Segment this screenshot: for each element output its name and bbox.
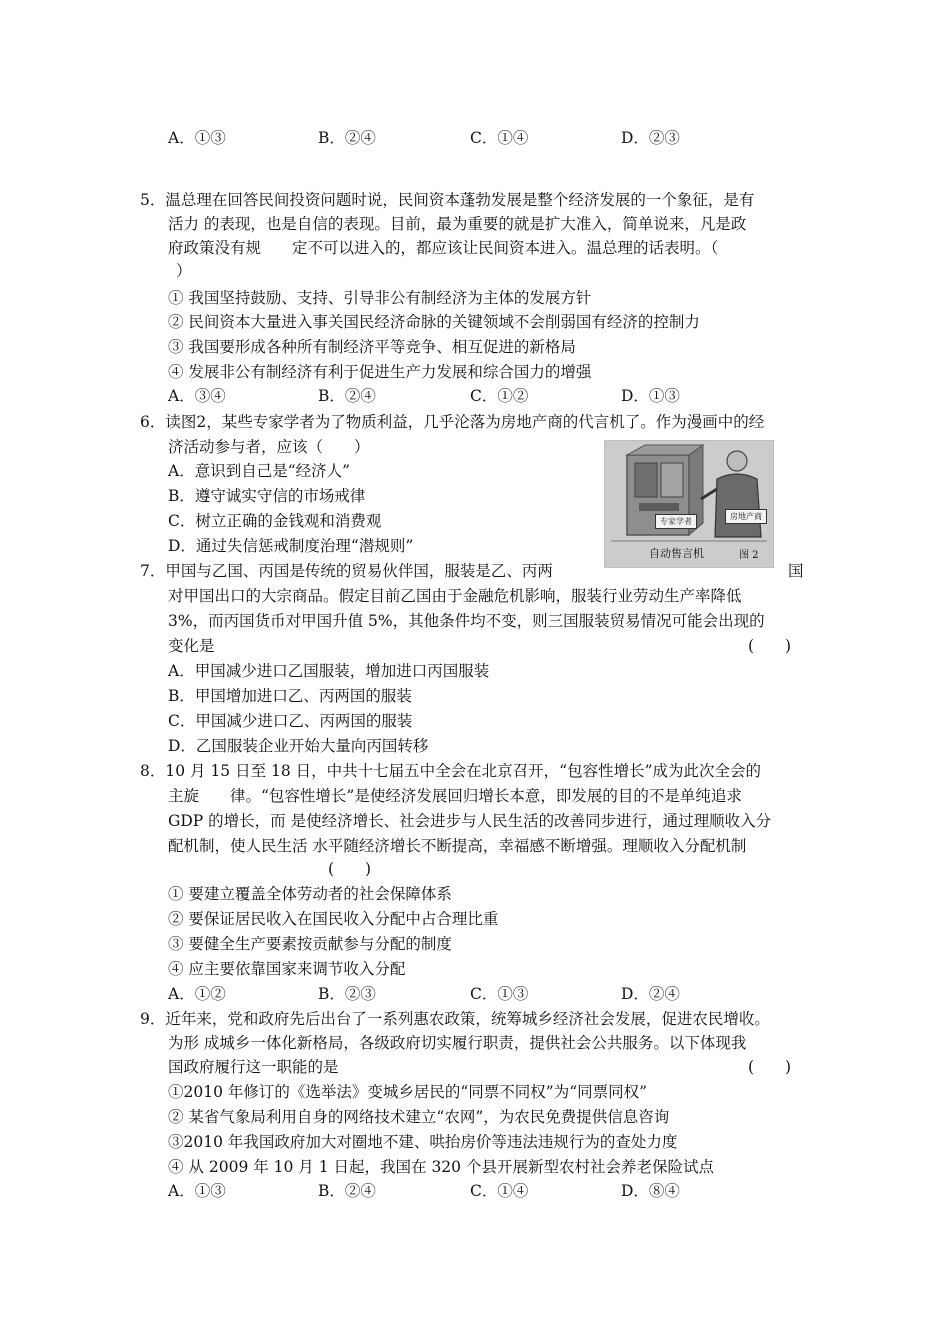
q4-option-a: A．①③: [168, 129, 226, 147]
q6-option-b: B．遵守诚实守信的市场戒律: [168, 487, 366, 505]
figure-caption: 自动售言机: [649, 547, 704, 560]
q9-answer-blank: ( ): [748, 1058, 792, 1076]
q5-item-3: ③ 我国要形成各种所有制经济平等竞争、相互促进的新格局: [168, 338, 576, 356]
q7-stem-line-2: 对甲国出口的大宗商品。假定目前乙国由于金融危机影响，服装行业劳动生产率降低: [168, 587, 742, 605]
q8-item-2: ② 要保证居民收入在国民收入分配中占合理比重: [168, 910, 499, 928]
q8-answer-blank: ( ): [328, 860, 372, 878]
q9-item-4: ④ 从 2009 年 10 月 1 日起，我国在 320 个县开展新型农村社会养老保险试点: [168, 1158, 714, 1176]
q5-stem-line-1: 5．温总理在回答民间投资问题时说，民间资本蓬勃发展是整个经济发展的一个象征，是有: [140, 191, 755, 209]
q9-option-c: C．①④: [470, 1182, 529, 1200]
q5-stem-line-2: 活力 的表现，也是自信的表现。目前，最为重要的就是扩大准入，简单说来，凡是政: [168, 215, 747, 233]
q5-item-4: ④ 发展非公有制经济有利于促进生产力发展和综合国力的增强: [168, 363, 592, 381]
q9-stem-line-1: 9．近年来，党和政府先后出台了一系列惠农政策，统筹城乡经济社会发展，促进农民增收。: [140, 1010, 770, 1028]
figure-label-right: 房地产商: [725, 509, 767, 524]
q6-option-a: A．意识到自己是“经济人”: [168, 462, 351, 480]
q4-option-b: B．②④: [318, 129, 376, 147]
q5-stem-line-4: ）: [176, 262, 192, 280]
q5-item-1: ① 我国坚持鼓励、支持、引导非公有制经济为主体的发展方针: [168, 289, 592, 307]
q4-option-d: D．②③: [621, 129, 680, 147]
q8-option-c: C．①③: [470, 985, 529, 1003]
q7-option-d: D．乙国服装企业开始大量向丙国转移: [168, 737, 429, 755]
q9-option-a: A．①③: [168, 1182, 226, 1200]
q8-option-b: B．②③: [318, 985, 376, 1003]
q9-stem-line-3: 国政府履行这一职能的是: [168, 1058, 339, 1076]
figure-2-cartoon: [604, 440, 774, 568]
q8-item-4: ④ 应主要依靠国家来调节收入分配: [168, 960, 406, 978]
q8-item-3: ③ 要健全生产要素按贡献参与分配的制度: [168, 935, 452, 953]
q8-stem-line-1: 8．10 月 15 日至 18 日，中共十七届五中全会在北京召开，“包容性增长”成为此次全会的: [140, 762, 762, 780]
q8-stem-line-4: 配机制，使人民生活 水平随经济增长不断提高，幸福感不断增强。理顺收入分配机制: [168, 837, 747, 855]
q8-option-a: A．①②: [168, 985, 226, 1003]
q8-item-1: ① 要建立覆盖全体劳动者的社会保障体系: [168, 885, 452, 903]
q7-option-b: B．甲国增加进口乙、丙两国的服装: [168, 687, 412, 705]
q9-option-b: B．②④: [318, 1182, 376, 1200]
q7-answer-blank: ( ): [748, 637, 792, 655]
q9-stem-line-2: 为形 成城乡一体化新格局，各级政府切实履行职责，提供社会公共服务。以下体现我: [168, 1034, 747, 1052]
q9-option-d: D．⑧④: [621, 1182, 680, 1200]
q6-option-c: C．树立正确的金钱观和消费观: [168, 512, 382, 530]
q6-stem-line-2: 济活动参与者，应该（ ）: [168, 438, 370, 456]
q5-option-d: D．①③: [621, 387, 680, 405]
q8-stem-line-2: 主旋 律。“包容性增长”是使经济发展回归增长本意，即发展的目的不是单纯追求: [168, 787, 742, 805]
q9-item-3: ③2010 年我国政府加大对圈地不建、哄抬房价等违法违规行为的查处力度: [168, 1133, 678, 1151]
q9-item-1: ①2010 年修订的《选举法》变城乡居民的“同票不同权”为“同票同权”: [168, 1083, 648, 1101]
q9-item-2: ② 某省气象局利用自身的网络技术建立“农网”，为农民免费提供信息咨询: [168, 1108, 670, 1126]
q5-option-b: B．②④: [318, 387, 376, 405]
q7-stem-line-4: 变化是: [168, 637, 215, 655]
q7-stem-line-1-end: 国: [788, 562, 804, 580]
q6-stem-line-1: 6．读图2，某些专家学者为了物质利益，几乎沦落为房地产商的代言机了。作为漫画中的经: [140, 413, 765, 431]
figure-label-left: 专家学者: [655, 514, 697, 529]
q5-item-2: ② 民间资本大量进入事关国民经济命脉的关键领域不会削弱国有经济的控制力: [168, 313, 700, 331]
q7-option-c: C．甲国减少进口乙、丙两国的服装: [168, 712, 413, 730]
q5-stem-line-3: 府政策没有规 定不可以进入的，都应该让民间资本进入。温总理的话表明。（: [168, 239, 719, 257]
q7-option-a: A．甲国减少进口乙国服装，增加进口丙国服装: [168, 662, 490, 680]
q5-option-a: A．③④: [168, 387, 226, 405]
q8-stem-line-3: GDP 的增长，而 是使经济增长、社会进步与人民生活的改善同步进行，通过理顺收入分: [168, 812, 772, 830]
q5-option-c: C．①②: [470, 387, 529, 405]
q7-stem-line-1: 7．甲国与乙国、丙国是传统的贸易伙伴国，服装是乙、丙两: [140, 562, 553, 580]
q4-option-c: C．①④: [470, 129, 529, 147]
q7-stem-line-3: 3%，而丙国货币对甲国升值 5%，其他条件均不变，则三国服装贸易情况可能会出现的: [168, 612, 765, 630]
figure-number: 图 2: [739, 550, 759, 561]
q6-option-d: D．通过失信惩戒制度治理“潜规则”: [168, 537, 414, 555]
q8-option-d: D．②④: [621, 985, 680, 1003]
